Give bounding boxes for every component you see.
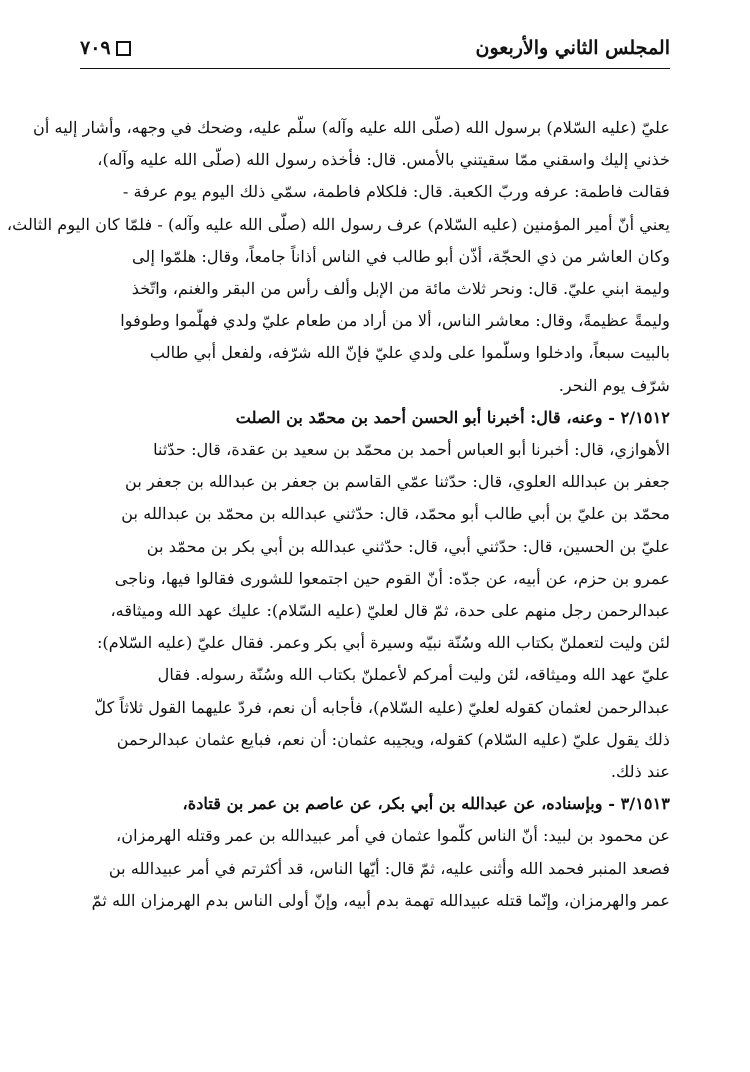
text-line: خذني إليك واسقني ممّا سقيتني بالأمس. قال: فأخذه رسول الله (صلّى الله عليه وآله)،: [97, 150, 670, 170]
text-line: بالبيت سبعاً، وادخلوا وسلّموا على ولدي عليّ فإنّ الله شرّفه، ولفعل أبي طالب: [149, 343, 670, 363]
paragraph-1: [6, 112, 670, 402]
square-ornament-icon: [116, 41, 131, 56]
text-line: وكان العاشر من ذي الحجّة، أذّن أبو طالب في الناس أذاناً جامعاً، وقال: هلمّوا إلى: [132, 246, 670, 266]
text-line: عبدالرحمن رجل منهم على حدة، ثمّ قال لعليّ (عليه السّلام): عليك عهد الله وميثاقه،: [110, 601, 670, 621]
page-header: [80, 30, 670, 66]
text-line: عليّ بن الحسين، قال: حدّثني أبي، قال: حدّثني عبدالله بن أبي بكر بن محمّد بن: [146, 536, 670, 556]
text-line: عند ذلك.: [610, 762, 670, 782]
text-line: فصعد المنبر فحمد الله وأثنى عليه، ثمّ قال: أيّها الناس، قد أكثرتم في أمر عبيدالله بن: [108, 858, 670, 878]
text-line: عن محمود بن لبيد: أنّ الناس كلّموا عثمان في أمر عبيدالله بن عمر وقتله الهرمزان،: [116, 826, 670, 846]
text-line: وليمةً عظيمةً، وقال: معاشر الناس، ألا من أراد من طعام عليّ ولدي فهلّموا وطوفوا: [120, 311, 670, 331]
text-line: الأهوازي، قال: أخبرنا أبو العباس أحمد بن محمّد بن سعيد بن عقدة، قال: حدّثنا: [153, 440, 670, 460]
text-line: ذلك يقول عليّ (عليه السّلام) كقوله، ويجيبه عثمان: أن نعم، فبايع عثمان عبدالرحمن: [116, 729, 670, 749]
header-rule: [80, 68, 670, 69]
hadith-heading-line: ٣/١٥١٣ - وبإسناده، عن عبدالله بن أبي بكر، عن عاصم بن عمر بن قتادة،: [182, 794, 670, 814]
page-number: ٧٠٩: [80, 37, 111, 59]
body-text: [6, 112, 670, 917]
running-title: المجلس الثاني والأربعون: [475, 37, 670, 59]
text-line: وليمة ابني عليّ. قال: ونحر ثلاث مائة من الإبل وألف رأس من البقر والغنم، واتّخذ: [131, 279, 670, 299]
hadith-heading-line: ٢/١٥١٢ - وعنه، قال: أخبرنا أبو الحسن أحمد بن محمّد بن الصلت: [235, 407, 670, 427]
text-line: لئن وليت لتعملنّ بكتاب الله وسُنّة نبيّه وسيرة أبي بكر وعمر. فقال عليّ (عليه السّلام):: [96, 633, 670, 653]
text-line: عليّ (عليه السّلام) برسول الله (صلّى الله عليه وآله) سلّم عليه، وضحك في وجهه، وأشار إليه أن: [33, 118, 670, 137]
page-number-block: [80, 37, 131, 59]
paragraph-2: [80, 402, 670, 788]
text-line: فقالت فاطمة: عرفه وربّ الكعبة. قال: فلكلام فاطمة، سمّي ذلك اليوم يوم عرفة -: [122, 182, 670, 202]
text-line: عمر والهرمزان، وإنّما قتله عبيدالله تهمة بدم أبيه، وإنّ أولى الناس بدم الهرمزان الله ثمّ: [91, 890, 670, 910]
text-line: عبدالرحمن لعثمان كقوله لعليّ (عليه السّلام)، فأجابه أن نعم، فردّ عليهما القول ثلاثاً كلّ: [94, 697, 670, 717]
text-line: محمّد بن عليّ بن أبي طالب أبو محمّد، قال: حدّثني عبدالله بن محمّد بن عبدالله بن: [121, 504, 670, 524]
text-line: جعفر بن عبدالله العلوي، قال: حدّثنا عمّي القاسم بن جعفر بن عبدالله بن جعفر بن: [125, 472, 670, 492]
text-line: عمرو بن حزم، عن أبيه، عن جدّه: أنّ القوم حين اجتمعوا للشورى فقالوا فيها، وناجى: [114, 568, 670, 588]
text-line: شرّف يوم النحر.: [558, 375, 670, 395]
text-line: يعني أنّ أمير المؤمنين (عليه السّلام) عرف رسول الله (صلّى الله عليه وآله) - فلمّا كان اليوم الثالث،: [6, 214, 670, 234]
paragraph-3: [80, 788, 670, 917]
text-line: عليّ عهد الله وميثاقه، لئن وليت أمركم لأعملنّ بكتاب الله وسُنّة رسوله. فقال: [157, 665, 670, 685]
